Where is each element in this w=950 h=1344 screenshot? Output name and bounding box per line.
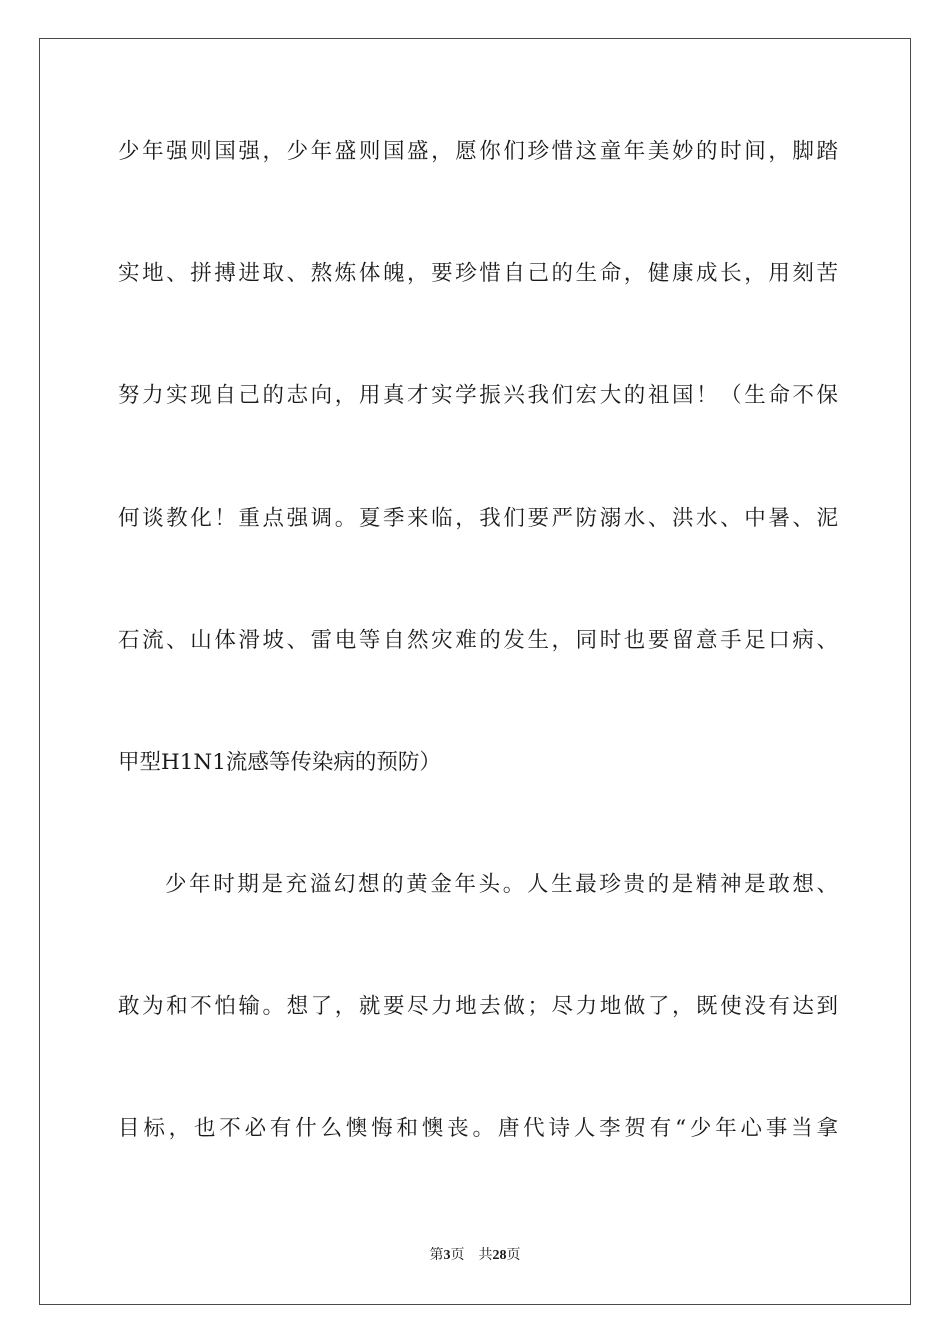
paragraph-line-6: 甲型H1N1流感等传染病的预防）	[118, 750, 441, 775]
page-prefix: 第	[429, 1247, 444, 1263]
paragraph-line-1: 少年强则国强，少年盛则国盛，愿你们珍惜这童年美妙的时间，脚踏	[118, 139, 838, 164]
page-footer	[0, 1246, 950, 1265]
paragraph-line-8: 敢为和不怕输。想了，就要尽力地去做；尽力地做了，既使没有达到	[118, 994, 838, 1019]
paragraph-line-5: 石流、山体滑坡、雷电等自然灾难的发生，同时也要留意手足口病、	[118, 628, 838, 653]
page-total-number: 28	[492, 1248, 507, 1263]
paragraph-line-2: 实地、拼搏进取、熬炼体魄，要珍惜自己的生命，健康成长，用刻苦	[118, 261, 838, 286]
paragraph-line-7: 少年时期是充溢幻想的黄金年头。人生最珍贵的是精神是敢想、	[165, 872, 838, 897]
total-suffix: 页	[506, 1247, 521, 1263]
paragraph-line-9: 目标，也不必有什么懊悔和懊丧。唐代诗人李贺有“少年心事当拿	[118, 1116, 838, 1141]
paragraph-line-3: 努力实现自己的志向，用真才实学振兴我们宏大的祖国！（生命不保	[118, 383, 838, 408]
page-current-number: 3	[443, 1248, 451, 1263]
total-prefix: 共	[478, 1247, 493, 1263]
page-suffix: 页	[450, 1247, 465, 1263]
paragraph-line-4: 何谈教化！重点强调。夏季来临，我们要严防溺水、洪水、中暑、泥	[118, 506, 838, 531]
